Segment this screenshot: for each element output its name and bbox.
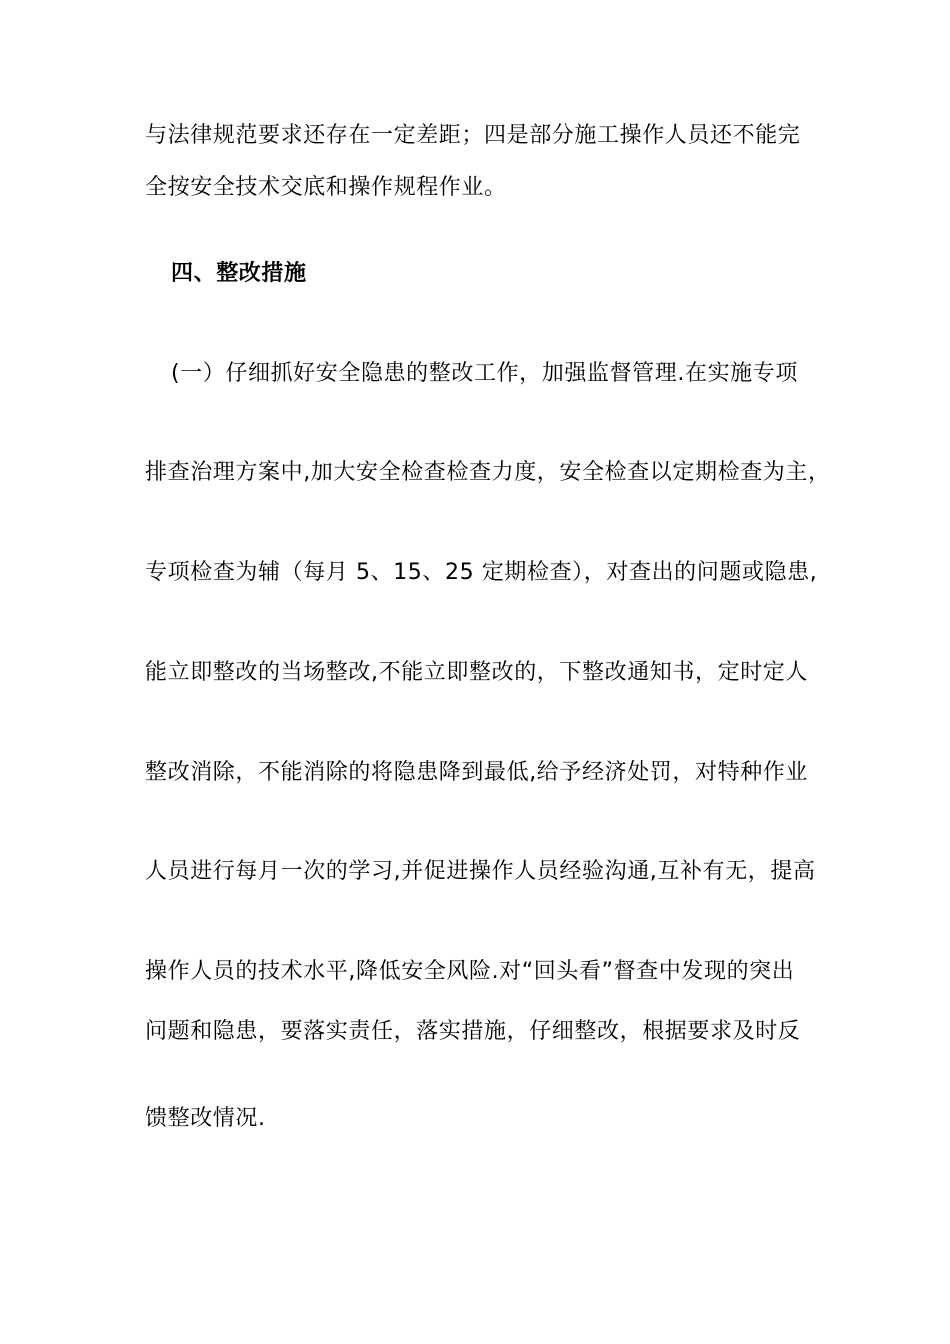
section-heading: 四、整改措施	[171, 261, 307, 286]
paragraph-1-line-2: 全按安全技术交底和操作规程作业。	[145, 175, 507, 200]
paragraph-2-line-4: 能立即整改的当场整改,不能立即整改的，下整改通知书，定时定人	[145, 660, 808, 685]
paragraph-2-line-5: 整改消除，不能消除的将隐患降到最低,给予经济处罚，对特种作业	[145, 760, 808, 785]
paragraph-2-line-8: 问题和隐患，要落实责任，落实措施，仔细整改，根据要求及时反	[145, 1019, 801, 1044]
paragraph-2-line-1: (一）仔细抓好安全隐患的整改工作，加强监督管理.在实施专项	[171, 361, 798, 386]
paragraph-2-line-2: 排查治理方案中,加大安全检查检查力度，安全检查以定期检查为主，	[145, 460, 831, 485]
paragraph-2-line-6: 人员进行每月一次的学习,并促进操作人员经验沟通,互补有无，提高	[145, 859, 816, 884]
paragraph-2-line-3: 专项检查为辅（每月 5、15、25 定期检查），对查出的问题或隐患,	[145, 560, 818, 585]
paragraph-2-line-9: 馈整改情况.	[145, 1106, 266, 1131]
paragraph-1-line-1: 与法律规范要求还存在一定差距；四是部分施工操作人员还不能完	[145, 123, 801, 148]
paragraph-2-line-7: 操作人员的技术水平,降低安全风险.对“回头看”督查中发现的突出	[145, 959, 795, 984]
